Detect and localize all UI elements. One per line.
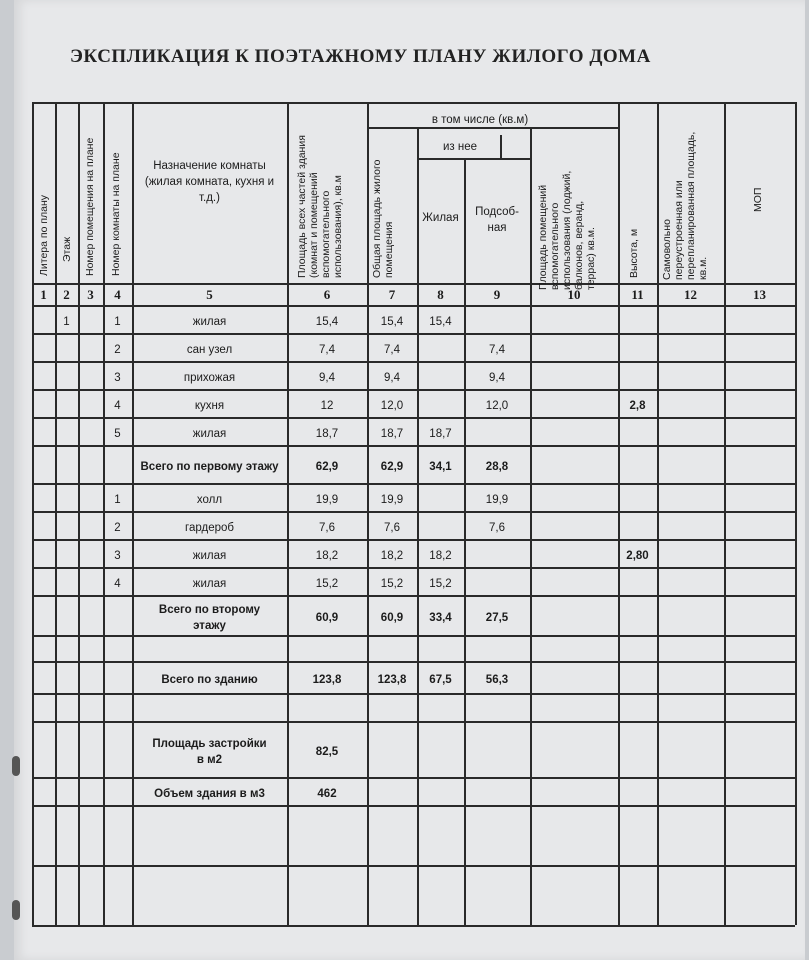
cell-zhil: 15,2 [429, 578, 452, 590]
column-number: 12 [684, 287, 697, 302]
cell-naznachenie: прихожая [183, 372, 236, 384]
cell-naznachenie: Всего по зданию [161, 674, 258, 686]
grid-line [500, 135, 502, 158]
header-unauthorized: Самовольно переустроенная или перепланированная площадь, кв.м. [661, 131, 709, 280]
header-living-total: Общая площадь жилого помещения [371, 159, 395, 278]
cell-pl: 9,4 [319, 372, 335, 384]
cell-obsh: 123,8 [377, 674, 407, 686]
cell-pl: 15,4 [315, 316, 339, 328]
cell-zhil: 34,1 [429, 461, 452, 473]
grid-line [32, 777, 795, 779]
cell-nomer: 1 [114, 316, 121, 328]
cell-pl: 462 [317, 788, 337, 800]
header-height: Высота, м [628, 228, 640, 278]
header-of-which: из нее [442, 141, 478, 153]
cell-nomer: 2 [114, 344, 121, 356]
grid-line [32, 865, 795, 867]
cell-nomer: 4 [114, 578, 121, 590]
column-number: 13 [753, 287, 766, 302]
grid-line [32, 595, 795, 597]
cell-nomer: 1 [114, 494, 121, 506]
grid-line [795, 102, 797, 925]
cell-nomer: 3 [114, 550, 121, 562]
grid-line [530, 127, 532, 925]
cell-vys: 2,80 [626, 550, 649, 562]
column-number: 10 [567, 287, 581, 302]
grid-line [32, 661, 795, 663]
grid-line [103, 102, 105, 925]
header-litera: Литера по плану [38, 194, 50, 276]
cell-obsh: 12,0 [380, 400, 404, 412]
cell-naznachenie: кухня [194, 400, 225, 412]
grid-line [417, 158, 530, 160]
column-number: 2 [63, 287, 70, 302]
cell-pods: 7,6 [489, 522, 505, 534]
cell-nomer: 5 [114, 428, 121, 440]
cell-zhil: 33,4 [429, 612, 452, 624]
cell-etazh: 1 [63, 316, 70, 328]
header-utility: Подсоб- ная [475, 206, 519, 234]
header-including: в том числе (кв.м) [431, 114, 529, 126]
grid-line [32, 102, 34, 925]
header-total-area: Площадь всех частей здания (комнат и помещений вспомогательного использования), кв.м [296, 135, 344, 278]
header-room-number-plan: Номер комнаты на плане [110, 152, 122, 276]
grid-line [657, 102, 659, 925]
cell-obsh: 15,4 [380, 316, 404, 328]
grid-line [32, 511, 795, 513]
grid-line [32, 721, 795, 723]
header-mop: МОП [752, 187, 764, 212]
grid-line [55, 102, 57, 925]
grid-line [32, 539, 795, 541]
cell-pl: 62,9 [315, 461, 339, 473]
grid-line [32, 445, 795, 447]
cell-nomer: 3 [114, 372, 121, 384]
cell-zhil: 18,7 [429, 428, 452, 440]
cell-pl: 7,4 [319, 344, 335, 356]
cell-pl: 15,2 [315, 578, 339, 590]
cell-zhil: 15,4 [429, 316, 452, 328]
cell-pl: 12 [320, 400, 334, 412]
header-auxiliary-area: Площадь помещений вспомогательного использования (лоджий, балконов, веранд, террас) кв.м. [537, 170, 597, 290]
cell-zhil: 18,2 [429, 550, 452, 562]
column-number: 8 [437, 287, 444, 302]
grid-line [32, 417, 795, 419]
cell-naznachenie: жилая [192, 550, 227, 562]
cell-pods: 9,4 [489, 372, 505, 384]
cell-naznachenie: холл [196, 494, 223, 506]
cell-nomer: 4 [114, 400, 121, 412]
cell-naznachenie: Объем здания в м3 [154, 788, 265, 800]
cell-naznachenie: жилая [192, 316, 227, 328]
cell-obsh: 9,4 [384, 372, 400, 384]
grid-line [32, 283, 795, 285]
cell-pl: 60,9 [315, 612, 339, 624]
cell-pods: 7,4 [489, 344, 505, 356]
cell-obsh: 7,6 [384, 522, 400, 534]
grid-line [32, 389, 795, 391]
cell-naznachenie: Всего по первому этажу [140, 461, 279, 473]
cell-obsh: 15,2 [380, 578, 404, 590]
header-purpose: Назначение комнаты (жилая комната, кухня и т.д.) [144, 160, 275, 204]
header-room-number: Номер помещения на плане [84, 137, 96, 276]
grid-line [464, 158, 466, 925]
column-number: 5 [206, 287, 213, 302]
cell-nomer: 2 [114, 522, 121, 534]
grid-line [32, 361, 795, 363]
grid-line [417, 127, 419, 925]
column-number: 4 [114, 287, 121, 302]
cell-naznachenie: Площадь застройки в м2 [152, 738, 267, 766]
grid-line [367, 102, 369, 925]
header-etazh: Этаж [61, 236, 73, 262]
cell-naznachenie: гардероб [185, 522, 234, 534]
column-number: 11 [631, 287, 644, 302]
grid-line [724, 102, 726, 925]
cell-vys: 2,8 [629, 400, 646, 412]
cell-pl: 7,6 [319, 522, 335, 534]
cell-zhil: 67,5 [429, 674, 452, 686]
cell-pods: 56,3 [485, 674, 509, 686]
cell-obsh: 18,7 [380, 428, 404, 440]
column-number: 3 [87, 287, 94, 302]
grid-line [32, 693, 795, 695]
grid-line [32, 483, 795, 485]
cell-naznachenie: сан узел [186, 344, 233, 356]
grid-line [32, 635, 795, 637]
column-number: 9 [493, 287, 501, 302]
grid-line [78, 102, 80, 925]
cell-pl: 82,5 [315, 746, 339, 758]
grid-line [32, 925, 795, 927]
cell-obsh: 60,9 [380, 612, 404, 624]
column-number: 6 [323, 287, 331, 302]
cell-pods: 19,9 [485, 494, 509, 506]
cell-pl: 18,7 [315, 428, 339, 440]
page-title: ЭКСПЛИКАЦИЯ К ПОЭТАЖНОМУ ПЛАНУ ЖИЛОГО ДОМА [70, 46, 651, 67]
cell-pl: 19,9 [315, 494, 339, 506]
cell-pods: 28,8 [485, 461, 509, 473]
cell-pods: 27,5 [485, 612, 509, 624]
cell-pl: 123,8 [312, 674, 342, 686]
cell-naznachenie: Всего по второму этажу [158, 604, 261, 632]
grid-line [618, 102, 620, 925]
cell-pl: 18,2 [315, 550, 339, 562]
cell-naznachenie: жилая [192, 428, 227, 440]
header-living: Жилая [422, 212, 459, 224]
grid-line [32, 333, 795, 335]
cell-naznachenie: жилая [192, 578, 227, 590]
column-number: 1 [40, 287, 47, 302]
column-number: 7 [388, 287, 396, 302]
grid-line [32, 305, 795, 307]
cell-obsh: 62,9 [380, 461, 404, 473]
grid-line [32, 567, 795, 569]
grid-line [32, 102, 795, 104]
grid-line [32, 805, 795, 807]
cell-obsh: 7,4 [384, 344, 400, 356]
cell-obsh: 18,2 [380, 550, 404, 562]
cell-pods: 12,0 [485, 400, 509, 412]
cell-obsh: 19,9 [380, 494, 404, 506]
